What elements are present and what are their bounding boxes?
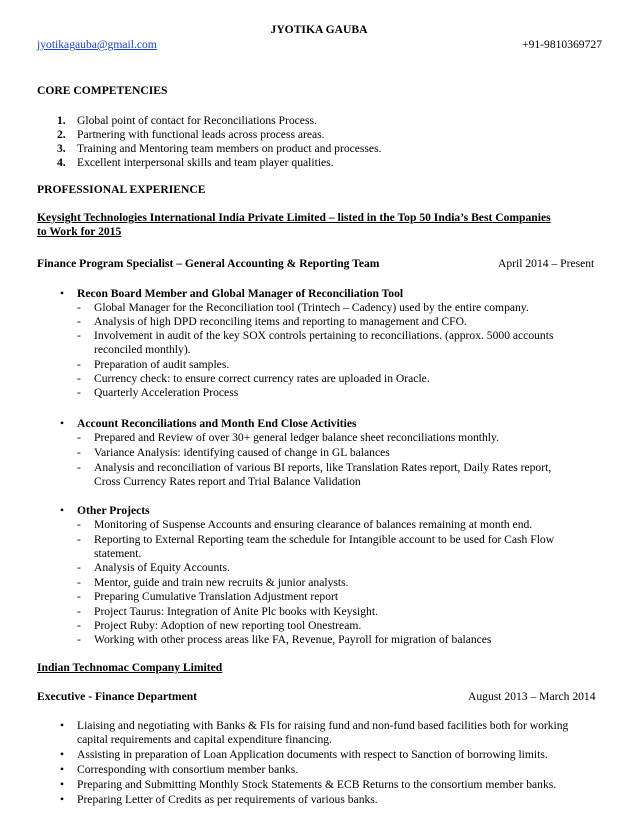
bullet-icon: • [60,504,65,517]
list-item: Preparing Letter of Credits as per requirements of various banks. [77,793,378,806]
dash-marker: - [77,301,81,314]
job-dates: August 2013 – March 2014 [468,690,596,703]
list-item: Corresponding with consortium member banks. [77,763,299,776]
list-item-continued: reconciled monthly). [94,343,191,356]
list-item: Working with other process areas like FA, Revenue, Payroll for migration of balances [94,633,492,646]
bullet-icon: • [60,417,65,430]
dash-marker: - [77,533,81,546]
subsection-title: Account Reconciliations and Month End Close Activities [77,417,357,430]
dash-marker: - [77,446,81,459]
list-item: Liaising and negotiating with Banks & FIs for raising fund and non-fund based facilities both for working [77,719,569,732]
bullet-icon: • [60,763,65,776]
section-heading-core-competencies: CORE COMPETENCIES [37,84,168,97]
job-title-finance-program-specialist: Finance Program Specialist – General Accounting & Reporting Team [37,257,380,270]
list-item: Monitoring of Suspense Accounts and ensuring clearance of balances remaining at month end. [94,518,533,531]
list-item: Reporting to External Reporting team the schedule for Intangible account to be used for Cash Flow [94,533,555,546]
list-item: Quarterly Acceleration Process [94,386,239,399]
subsection-title: Other Projects [77,504,150,517]
list-item: Analysis of high DPD reconciling items and reporting to management and CFO. [94,315,467,328]
email-link[interactable]: jyotikagauba@gmail.com [37,38,157,51]
list-item: Involvement in audit of the key SOX controls pertaining to reconciliations. (approx. 5000 accounts [94,329,554,342]
list-item-continued: statement. [94,547,142,560]
dash-marker: - [77,590,81,603]
dash-marker: - [77,315,81,328]
dash-marker: - [77,329,81,342]
company-name-indian-technomac: Indian Technomac Company Limited [37,661,223,674]
list-item: Training and Mentoring team members on product and processes. [77,142,382,155]
subsection-title: Recon Board Member and Global Manager of Reconciliation Tool [77,287,404,300]
dash-marker: - [77,518,81,531]
list-item: Variance Analysis: identifying caused of change in GL balances [94,446,390,459]
dash-marker: - [77,431,81,444]
candidate-name: JYOTIKA GAUBA [270,23,368,36]
dash-marker: - [77,605,81,618]
bullet-icon: • [60,719,65,732]
bullet-icon: • [60,748,65,761]
phone-number: +91-9810369727 [522,38,602,51]
dash-marker: - [77,619,81,632]
bullet-icon: • [60,778,65,791]
list-item: Preparing and Submitting Monthly Stock Statements & ECB Returns to the consortium member banks. [77,778,557,791]
list-item-continued: capital requirements and capital expenditure financing. [77,733,332,746]
list-item: Assisting in preparation of Loan Application documents with respect to Sanction of borrowing limits. [77,748,548,761]
list-item: Prepared and Review of over 30+ general ledger balance sheet reconciliations monthly. [94,431,499,444]
list-item: Preparing Cumulative Translation Adjustment report [94,590,339,603]
dash-marker: - [77,576,81,589]
list-number: 2. [57,128,66,141]
dash-marker: - [77,358,81,371]
dash-marker: - [77,386,81,399]
list-number: 1. [57,114,66,127]
list-item: Currency check: to ensure correct currency rates are uploaded in Oracle. [94,372,430,385]
list-item: Global point of contact for Reconciliations Process. [77,114,317,127]
list-item: Analysis and reconciliation of various BI reports, like Translation Rates report, Daily Rates report, [94,461,552,474]
company-name-keysight-continued: to Work for 2015 [37,225,122,238]
bullet-icon: • [60,287,65,300]
list-number: 4. [57,156,66,169]
list-item: Project Ruby: Adoption of new reporting tool Onestream. [94,619,362,632]
list-item: Preparation of audit samples. [94,358,230,371]
list-item: Partnering with functional leads across process areas. [77,128,325,141]
list-item: Analysis of Equity Accounts. [94,561,230,574]
dash-marker: - [77,461,81,474]
job-title-executive-finance: Executive - Finance Department [37,690,198,703]
dash-marker: - [77,561,81,574]
job-dates: April 2014 – Present [498,257,595,270]
section-heading-professional-experience: PROFESSIONAL EXPERIENCE [37,183,206,196]
list-item: Project Taurus: Integration of Anite Plc books with Keysight. [94,605,378,618]
list-item: Excellent interpersonal skills and team player qualities. [77,156,334,169]
bullet-icon: • [60,793,65,806]
dash-marker: - [77,372,81,385]
list-item: Global Manager for the Reconciliation tool (Trintech – Cadency) used by the entire company. [94,301,529,314]
list-number: 3. [57,142,66,155]
company-name-keysight: Keysight Technologies International India Private Limited – listed in the Top 50 India’s Best Companies [37,211,551,224]
dash-marker: - [77,633,81,646]
list-item-continued: Cross Currency Rates report and Trial Balance Validation [94,475,361,488]
list-item: Mentor, guide and train new recruits & junior analysts. [94,576,349,589]
